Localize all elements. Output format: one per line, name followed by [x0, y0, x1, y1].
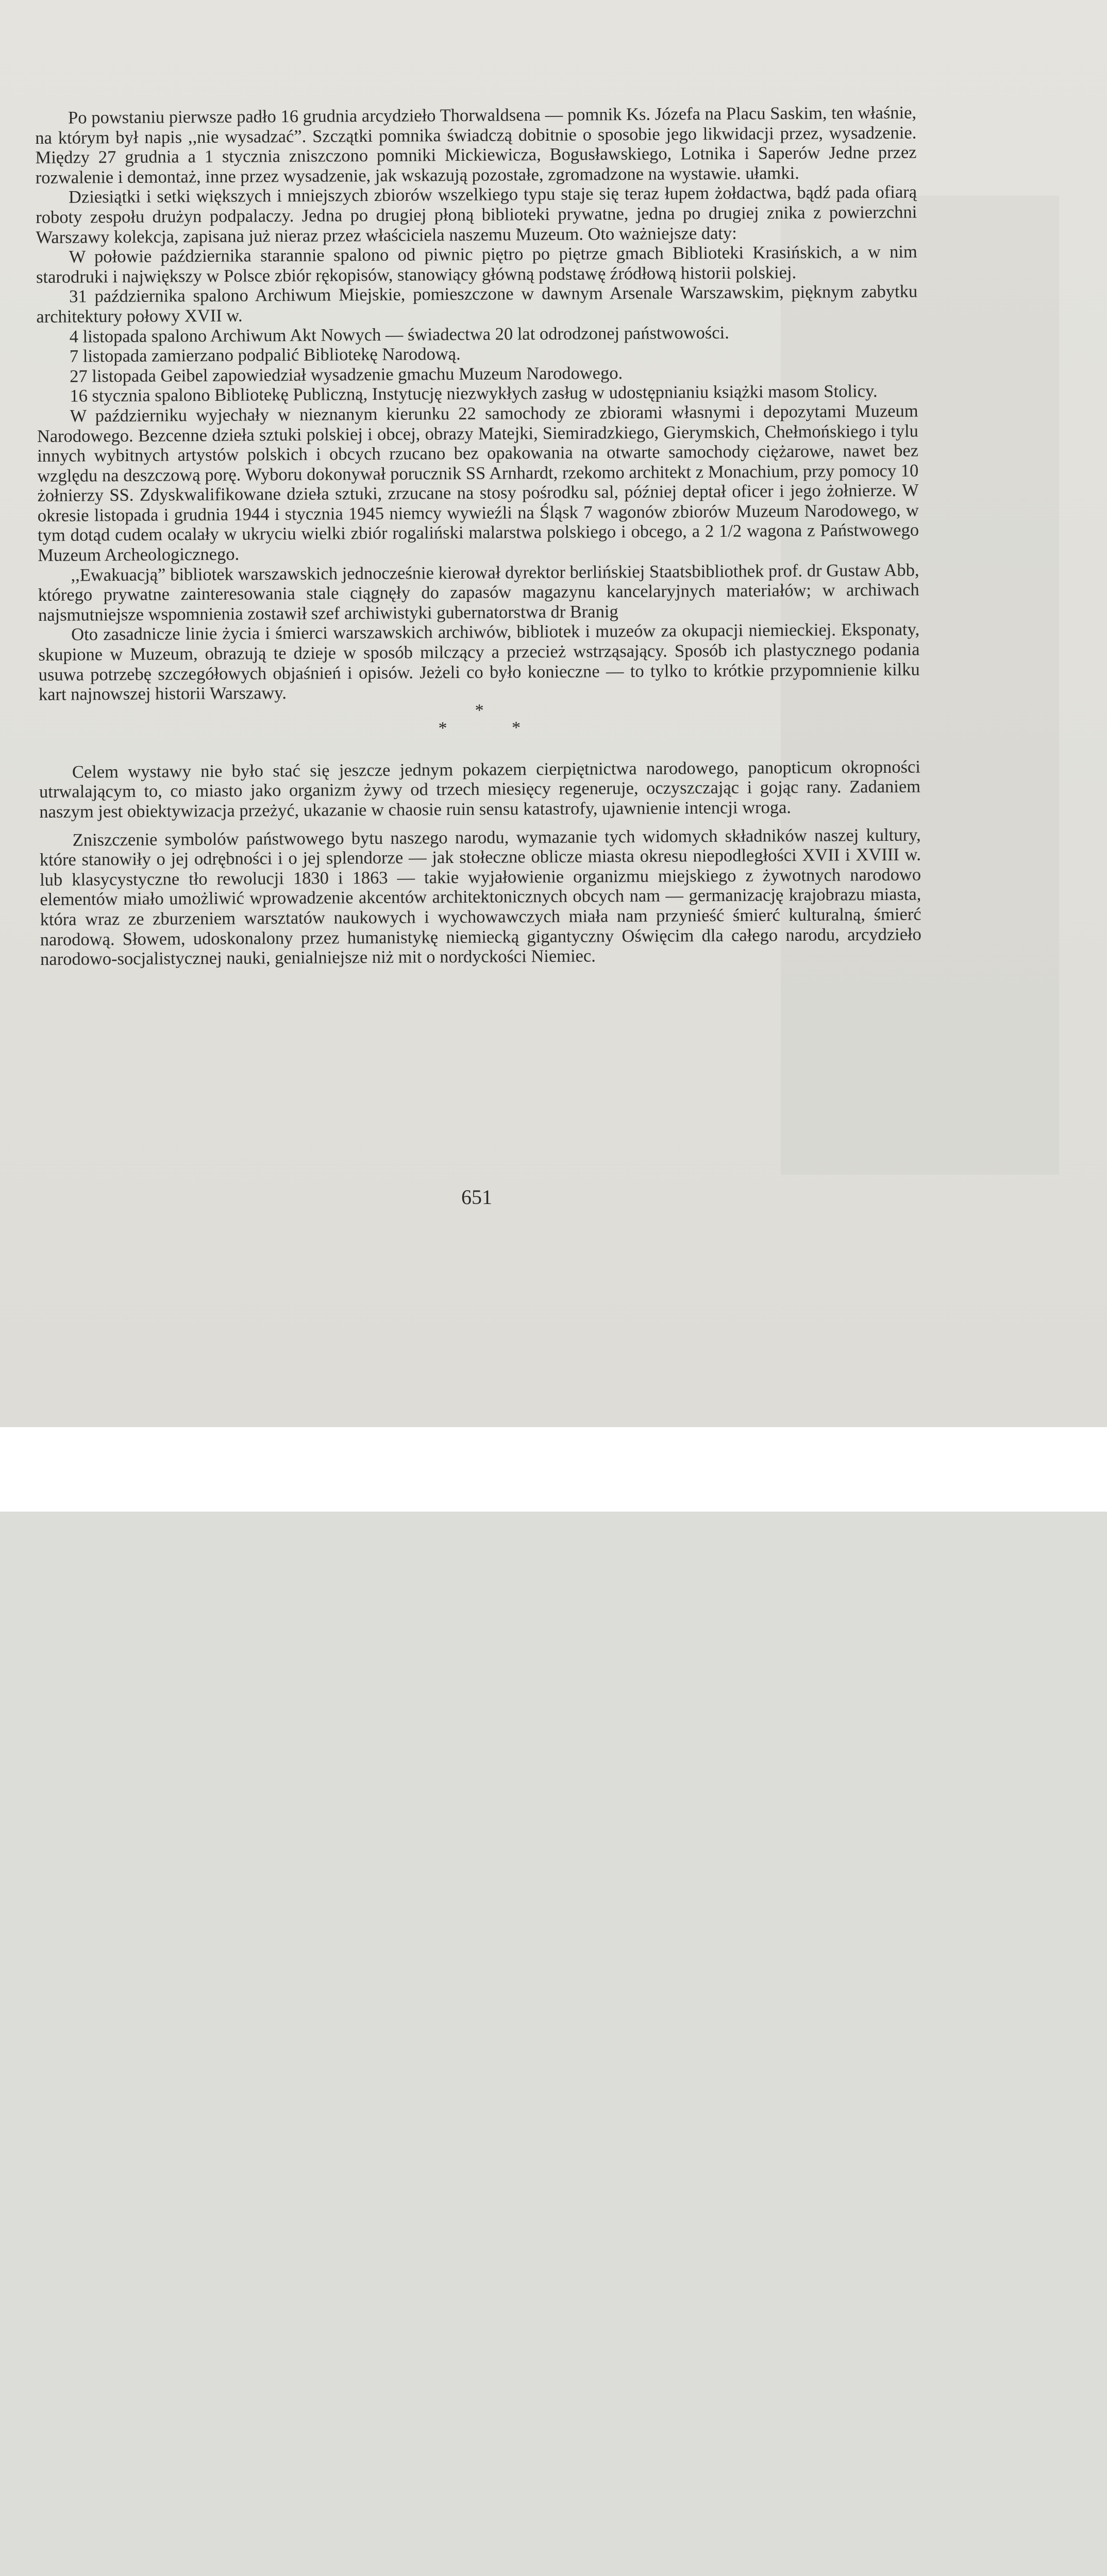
- paragraph: 31 października spalono Archiwum Miejskie, pomieszczone w dawnym Arsenale Warszawskim, pięknym zabytku architektury połowy XVII w.: [36, 281, 918, 327]
- paragraph: W październiku wyjechały w nieznanym kierunku 22 samochody ze zbiorami własnymi i depozytami Muzeum Narodowego. Bezcenne dzieła sztuki polskiej i obcej, obrazy Matejki, Siemiradzkiego, Gierymskich, Chełmońskiego i tylu innych wybitnych artystów polskich i obcych rzucano bez opakowania na otwarte samochody ciężarowe, nawet bez względu na deszczową porę. Wyboru dokonywał porucznik SS Arnhardt, rzekomo architekt z Monachium, przy pomocy 10 żołnierzy SS. Zdyskwalifikowane dzieła sztuki, zrzucane na stosy pośrodku sal, później deptał oficer i jego żołnierze. W okresie listopada i grudnia 1944 i stycznia 1945 niemcy wywieźli na Śląsk 7 wagonów zbiorów Muzeum Narodowego, w tym dotąd cudem ocalały w ukryciu wielki zbiór rogaliński malarstwa polskiego i obcego, a 2 1/2 wagona z Państwowego Muzeum Archeologicznego.: [37, 401, 919, 566]
- paragraph: W połowie października starannie spalono od piwnic piętro po piętrze gmach Biblioteki Krasińskich, a w nim starodruki i największy w Polsce zbiór rękopisów, stanowiący główną podstawę źródłową historii polskiej.: [36, 242, 917, 287]
- paragraph: Zniszczenie symbolów państwowego bytu naszego narodu, wymazanie tych widomych składników naszej kultury, które stanowiły o jej odrębności i o jej splendorze — jak stołeczne oblicze miasta okresu niepodległości XVII i XVIII w. lub klasycystyczne tło rewolucji 1830 i 1863 — takie wyjałowienie organizmu miejskiego z żywotnych narodowo elementów miało umożliwić wprowadzenie akcentów architektonicznych obcych nam — germanizację krajobrazu miasta, która wraz ze zburzeniem warsztatów naukowych i wychowawczych miała nam przynieść śmierć kulturalną, śmierć narodową. Słowem, udoskonalony przez humanistykę niemiecką gigantyczny Oświęcim dla całego narodu, arcydzieło narodowo-socjalistycznej nauki, genialniejsze niż mit o nordyckości Niemiec.: [39, 825, 921, 970]
- paragraph: 16 stycznia spalono Bibliotekę Publiczną, Instytucję niezwykłych zasług w udostępnianiu książki masom Stolicy.: [70, 381, 878, 406]
- paragraph: 27 listopada Geibel zapowiedział wysadzenie gmachu Muzeum Narodowego.: [70, 363, 623, 386]
- paragraph: 7 listopada zamierzano podpalić Bibliotekę Narodową.: [69, 344, 461, 366]
- separator-star-left: *: [438, 718, 447, 738]
- paragraph: ,,Ewakuacją” bibliotek warszawskich jednocześnie kierował dyrektor berlińskiej Staatsbibliothek prof. dr Gustaw Abb, którego prywatne zainteresowania stale ciągnęły do zapasów magazynu kancelaryjnych materiałów; w archiwach najsmutniejsze wspomnienia zostawił szef archiwistyki gubernatorstwa dr Branig: [38, 560, 919, 625]
- section-separator: [39, 699, 920, 739]
- paragraph: Dziesiątki i setki większych i mniejszych zbiorów wszelkiego typu staje się teraz łupem żołdactwa, bądź pada ofiarą roboty zespołu drużyn podpalaczy. Jedna po drugiej płoną biblioteki prywatne, jedna po drugiej znika z powierzchni Warszawy kolekcja, zapisana już nieraz przez właściciela naszemu Muzeum. Oto ważniejsze daty:: [36, 182, 917, 247]
- article-text: [35, 103, 921, 970]
- paragraph: Celem wystawy nie było stać się jeszcze jednym pokazem cierpiętnictwa narodowego, panopticum okropności utrwalającym to, co miasto jako organizm żywy od trzech miesięcy regeneruje, oczyszczając i gojąc rany. Zadaniem naszym jest obiektywizacja przeżyć, ukazanie w chaosie ruin sensu katastrofy, ujawnienie intencji wroga.: [39, 757, 921, 822]
- paragraph: 4 listopada spalono Archiwum Akt Nowych — świadectwa 20 lat odrodzonej państwowości.: [69, 323, 729, 347]
- page-number: 651: [461, 1185, 492, 1209]
- digitization-footer: [0, 1427, 1107, 1512]
- separator-star-top: *: [475, 701, 484, 720]
- separator-star-right: *: [512, 718, 521, 738]
- paragraph: Po powstaniu pierwsze padło 16 grudnia arcydzieło Thorwaldsena — pomnik Ks. Józefa na Placu Saskim, ten właśnie, na którym był napis ,,nie wysadzać”. Szczątki pomnika świadczą dobitnie o sposobie jego likwidacji przez, wysadzenie. Między 27 grudnia a 1 stycznia zniszczono pomniki Mickiewicza, Bogusławskiego, Lotnika i Saperów Jedne przez rozwalenie i demontaż, inne przez wysadzenie, jak wskazują pozostałe, zgromadzone na wystawie. ułamki.: [35, 103, 917, 188]
- paragraph: Oto zasadnicze linie życia i śmierci warszawskich archiwów, bibliotek i muzeów za okupacji niemieckiej. Eksponaty, skupione w Muzeum, obrazują te dzieje w sposób milczący a przecież wstrząsający. Sposób ich plastycznego podania usuwa potrzebę szczegółowych objaśnień i opisów. Jeżeli co było konieczne — to tylko to krótkie przypomnienie kilku kart najnowszej historii Warszawy.: [38, 619, 920, 705]
